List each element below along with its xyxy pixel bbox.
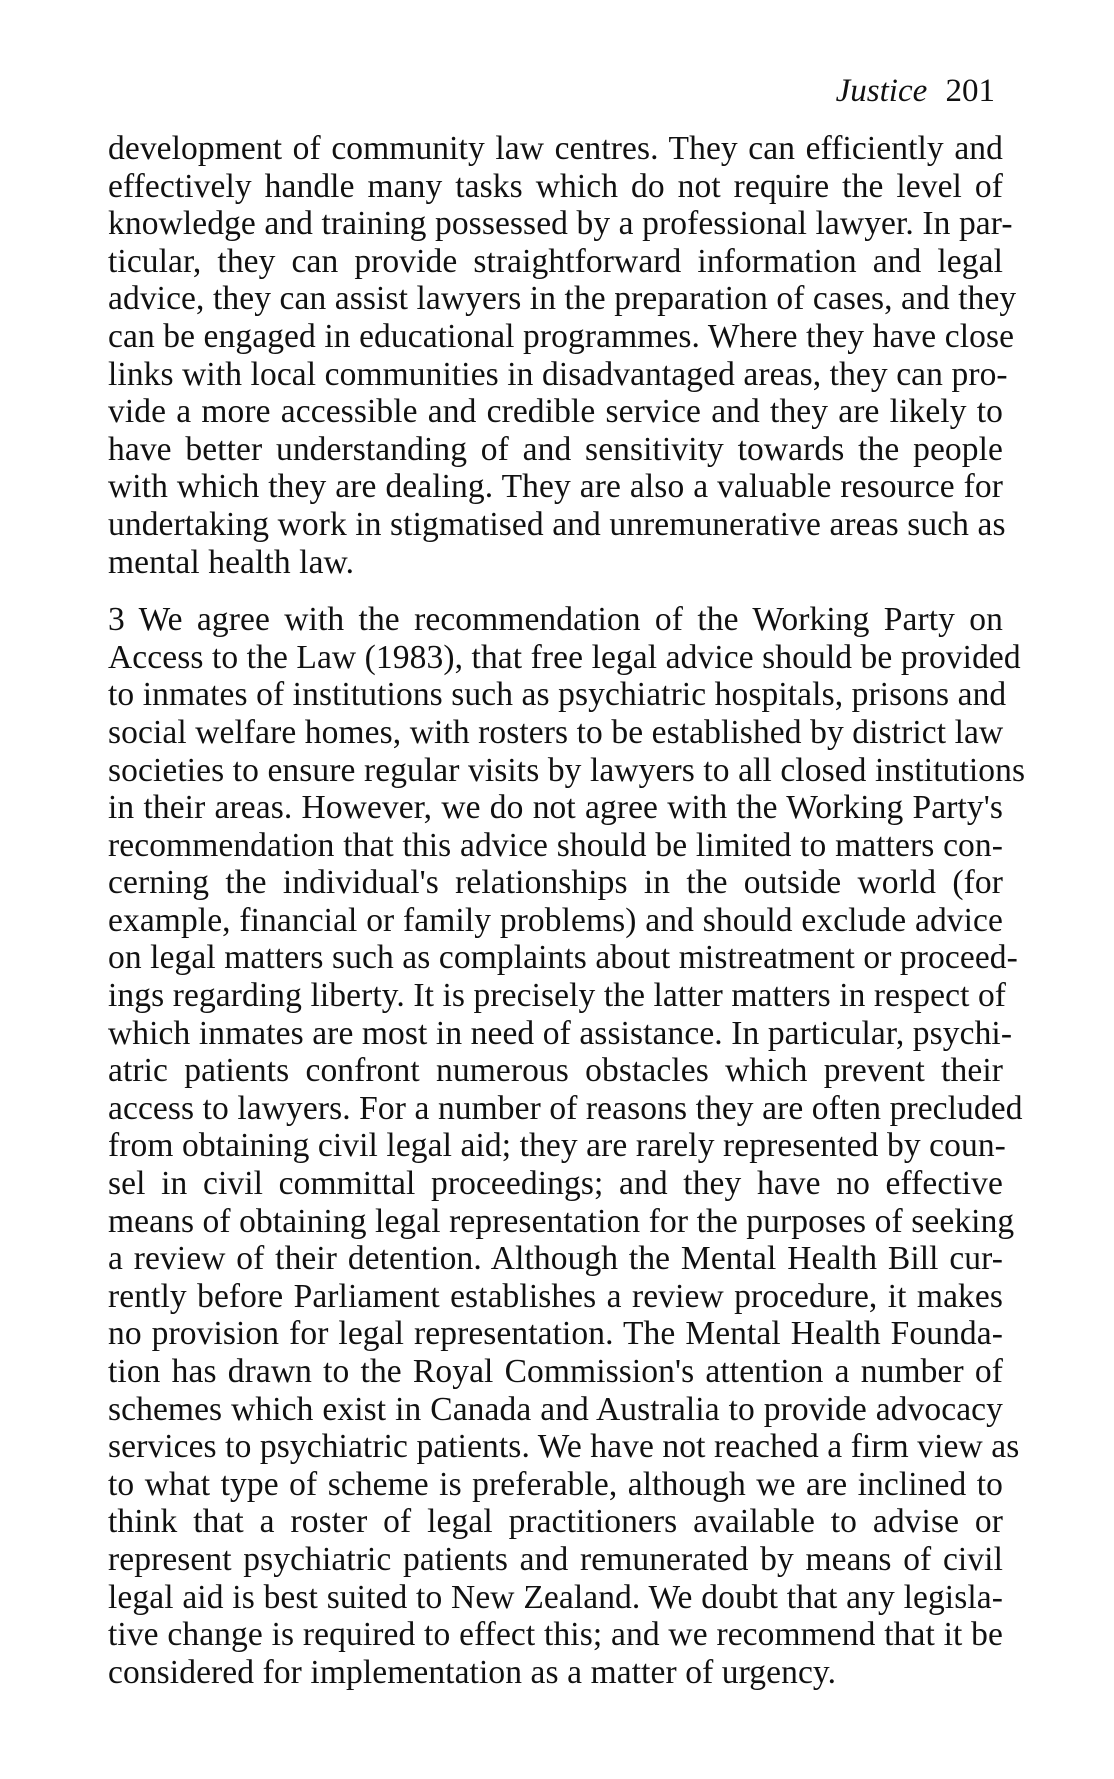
text-line: on legal matters such as complaints about mistreatment or proceed- bbox=[108, 939, 1018, 977]
paragraph-community-law-centres bbox=[108, 130, 1017, 581]
text-line: atric patients confront numerous obstacles which prevent their bbox=[108, 1052, 1003, 1090]
paragraph-spacer bbox=[108, 581, 1003, 601]
text-line: which inmates are most in need of assistance. In particular, psychi- bbox=[108, 1014, 1013, 1052]
text-line: ticular, they can provide straightforward information and legal bbox=[108, 242, 1003, 280]
text-line: ings regarding liberty. It is precisely the latter matters in respect of bbox=[108, 977, 1007, 1015]
text-line: have better understanding of and sensitivity towards the people bbox=[108, 430, 1003, 468]
text-line: undertaking work in stigmatised and unremunerative areas such as bbox=[108, 505, 1006, 543]
text-line: social welfare homes, with rosters to be established by district law bbox=[108, 713, 1004, 751]
text-line: societies to ensure regular visits by lawyers to all closed institutions bbox=[108, 751, 1026, 789]
running-head bbox=[836, 72, 995, 110]
paragraph-recommendation-3 bbox=[108, 601, 1026, 1691]
text-line: sel in civil committal proceedings; and they have no effective bbox=[108, 1165, 1003, 1203]
text-line: example, financial or family problems) and should exclude advice bbox=[108, 901, 1003, 939]
text-line: access to lawyers. For a number of reasons they are often precluded bbox=[108, 1089, 1023, 1127]
text-line: can be engaged in educational programmes. Where they have close bbox=[108, 317, 1015, 355]
text-line: in their areas. However, we do not agree with the Working Party's bbox=[108, 789, 1003, 827]
text-line: cerning the individual's relationships in the outside world (for bbox=[108, 864, 1003, 902]
book-page bbox=[108, 62, 1026, 1752]
text-line: no provision for legal representation. The Mental Health Founda- bbox=[108, 1315, 1003, 1353]
text-line: links with local communities in disadvantaged areas, they can pro- bbox=[108, 355, 1008, 393]
text-line: means of obtaining legal representation for the purposes of seeking bbox=[108, 1202, 1015, 1240]
text-line: 3 We agree with the recommendation of the Working Party on bbox=[108, 601, 1003, 639]
text-line: mental health law. bbox=[108, 543, 355, 581]
text-line: services to psychiatric patients. We have not reached a firm view as bbox=[108, 1428, 1020, 1466]
text-line: advice, they can assist lawyers in the preparation of cases, and they bbox=[108, 280, 1017, 318]
running-title: Justice bbox=[835, 73, 928, 109]
text-line: knowledge and training possessed by a professional lawyer. In par- bbox=[108, 205, 1013, 243]
text-line: with which they are dealing. They are also a valuable resource for bbox=[108, 468, 1003, 506]
text-line: rently before Parliament establishes a review procedure, it makes bbox=[108, 1277, 1003, 1315]
text-line: represent psychiatric patients and remunerated by means of civil bbox=[108, 1540, 1003, 1578]
text-line: schemes which exist in Canada and Australia to provide advocacy bbox=[108, 1390, 1003, 1428]
text-line: think that a roster of legal practitioners available to advise or bbox=[108, 1503, 1003, 1541]
text-line: vide a more accessible and credible service and they are likely to bbox=[108, 393, 1003, 431]
text-line: Access to the Law (1983), that free legal advice should be provided bbox=[108, 638, 1021, 676]
text-line: from obtaining civil legal aid; they are rarely represented by coun- bbox=[108, 1127, 1006, 1165]
text-line: to what type of scheme is preferable, although we are inclined to bbox=[108, 1465, 1003, 1503]
text-line: development of community law centres. They can efficiently and bbox=[108, 130, 1003, 167]
page-number: 201 bbox=[945, 73, 995, 109]
text-line: a review of their detention. Although the Mental Health Bill cur- bbox=[108, 1240, 1003, 1278]
text-line: tion has drawn to the Royal Commission's attention a number of bbox=[108, 1353, 1003, 1390]
text-line: tive change is required to effect this; and we recommend that it be bbox=[108, 1616, 1003, 1654]
text-line: legal aid is best suited to New Zealand. We doubt that any legisla- bbox=[108, 1578, 1003, 1616]
text-line: effectively handle many tasks which do not require the level of bbox=[108, 167, 1003, 205]
body-text bbox=[108, 130, 1026, 1691]
text-line: to inmates of institutions such as psychiatric hospitals, prisons and bbox=[108, 676, 1007, 714]
text-line: considered for implementation as a matter of urgency. bbox=[108, 1653, 837, 1691]
text-line: recommendation that this advice should be limited to matters con- bbox=[108, 826, 1003, 864]
